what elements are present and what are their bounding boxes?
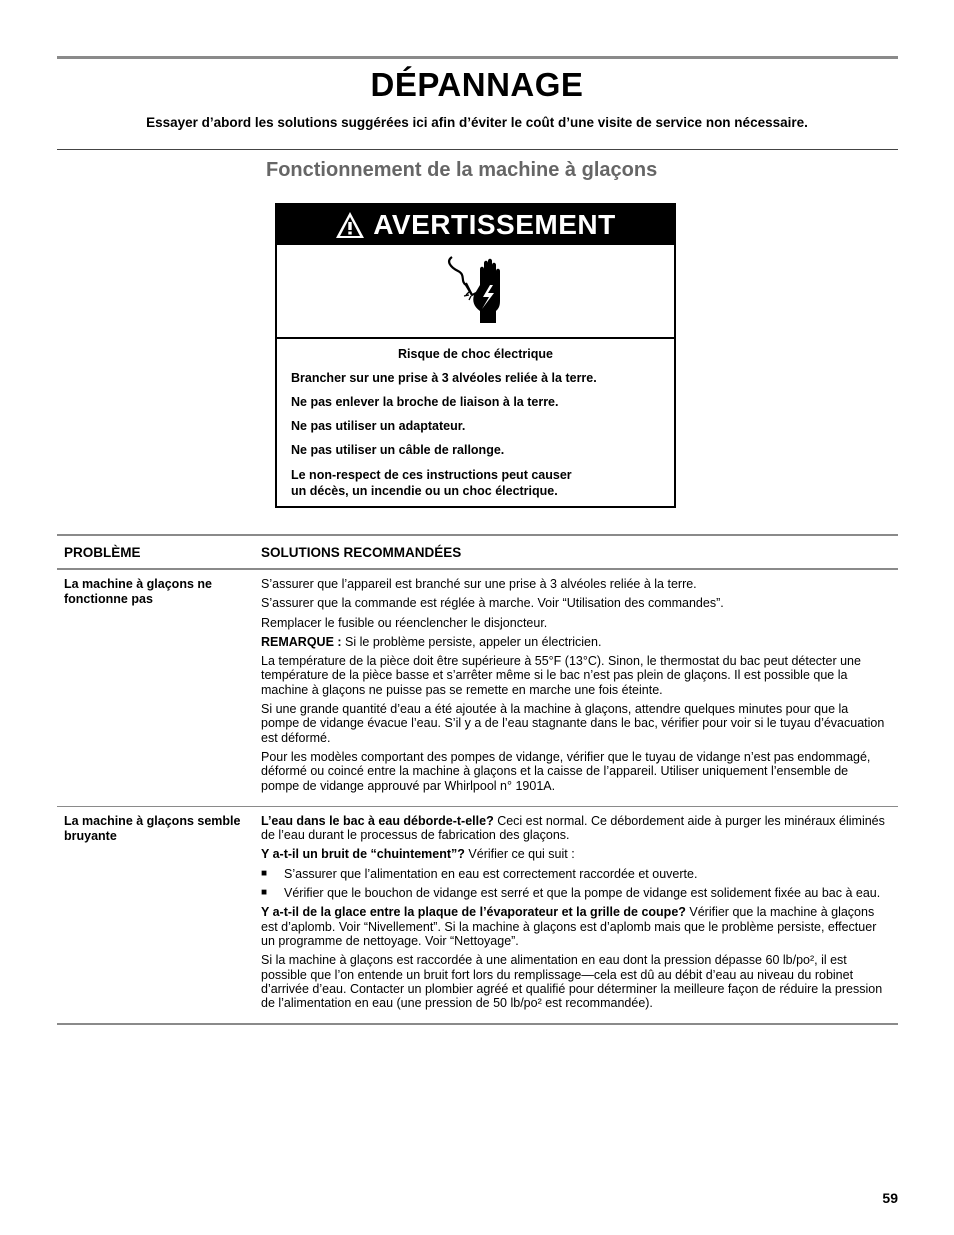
warning-header	[277, 205, 674, 245]
bullet-square-icon: ■	[261, 867, 268, 879]
consequence-line-2: un décès, un incendie ou un choc électrique.	[291, 484, 558, 498]
warning-consequence	[291, 467, 660, 499]
solution-answer: Vérifier ce qui suit :	[464, 847, 575, 862]
warning-triangle-icon	[335, 211, 365, 239]
solution-text: Si une grande quantité d’eau a été ajoutée à la machine à glaçons, attendre quelques minutes pour que la pompe de vidange évacue l’eau. S’il y a de l’eau stagnante dans le bac, vérifier pour voir si le tuyau d’évacuation est déformé.	[261, 702, 885, 745]
solution-text: Remplacer le fusible ou réenclencher le disjoncteur.	[261, 615, 548, 630]
consequence-line-1: Le non-respect de ces instructions peut causer	[291, 468, 572, 482]
table-row	[57, 807, 898, 1024]
solution-cell	[261, 577, 898, 798]
table-header	[57, 536, 898, 568]
bullet-text: S’assurer que l’alimentation en eau est correctement raccordée et ouverte.	[284, 866, 698, 881]
bullet-square-icon: ■	[261, 887, 268, 899]
warning-line: Ne pas enlever la broche de liaison à la terre.	[291, 395, 559, 409]
problem-cell: La machine à glaçons semble bruyante	[64, 813, 241, 843]
table-row	[57, 570, 898, 806]
solution-text: S’assurer que la commande est réglée à marche. Voir “Utilisation des commandes”.	[261, 596, 724, 611]
warning-body	[277, 339, 674, 499]
problem-cell: La machine à glaçons ne fonctionne pas	[64, 577, 212, 606]
note-text: Si le problème persiste, appeler un électricien.	[341, 634, 602, 649]
warning-box	[275, 203, 676, 508]
troubleshooting-table	[57, 534, 898, 1025]
solution-question: L’eau dans le bac à eau déborde-t-elle?	[261, 813, 494, 828]
table-bottom-rule	[57, 1023, 898, 1025]
page-number: 59	[882, 1190, 898, 1206]
solution-text: La température de la pièce doit être supérieure à 55°F (13°C). Sinon, le thermostat du bac peut détecter une température de la pièce basse et s’arrêter même si le bac n’est pas plein de glaçons. Il est possible que la machine à glaçons ne puisse pas se remette en marche une fois éteinte.	[261, 654, 861, 697]
bullet-text: Vérifier que le bouchon de vidange est serré et que la pompe de vidange est solidement fixée au bac à eau.	[284, 886, 881, 901]
section-rule	[57, 149, 898, 150]
warning-line: Brancher sur une prise à 3 alvéoles reliée à la terre.	[291, 371, 597, 385]
header-problem: PROBLÈME	[64, 544, 141, 560]
note-label: REMARQUE :	[261, 634, 342, 649]
solution-text: S’assurer que l’appareil est branché sur une prise à 3 alvéoles reliée à la terre.	[261, 577, 697, 591]
bullet-item	[261, 867, 888, 881]
solution-text: Si la machine à glaçons est raccordée à une alimentation en eau dont la pression dépasse 60 lb/po², il est possible que l’on entende un bruit fort lors du remplissage—cela est dû au débit d’eau au niveau du robinet d’arrivée d’eau. Contacter un plombier agréé et qualifié pour déterminer la meilleure façon de réduire la pression de l’alimentation en eau (une pression de 50 lb/po² est recommandée).	[261, 953, 883, 1011]
solution-text	[261, 905, 888, 948]
solution-question: Y a-t-il de la glace entre la plaque de l’évaporateur et la grille de coupe?	[261, 905, 686, 920]
solution-text: Pour les modèles comportant des pompes de vidange, vérifier que le tuyau de vidange n’est pas endommagé, déformé ou coincé entre la machine à glaçons et la caisse de l’appareil. Utiliser uniquement l’ensemble de pompe de vidange approuvé par Whirlpool n° 1901A.	[261, 749, 871, 793]
solution-text	[261, 847, 888, 861]
shock-icon-area	[277, 245, 674, 339]
solution-cell	[261, 814, 898, 1016]
warning-line: Ne pas utiliser un câble de rallonge.	[291, 443, 505, 457]
solution-question: Y a-t-il un bruit de “chuintement”?	[261, 847, 465, 862]
page-title: DÉPANNAGE	[370, 66, 584, 103]
risk-title: Risque de choc électrique	[398, 347, 553, 361]
warning-line: Ne pas utiliser un adaptateur.	[291, 419, 466, 433]
warning-title: AVERTISSEMENT	[373, 209, 616, 240]
solution-text	[261, 814, 888, 843]
solution-note	[261, 635, 888, 649]
intro-text: Essayer d’abord les solutions suggérées ici afin d’éviter le coût d’une visite de service non nécessaire.	[146, 115, 808, 130]
solution-answer: Vérifier que la machine à glaçons est d’aplomb. Voir “Nivellement”. Si la machine à glaçons est d’aplomb mais que le problème persiste, effectuer un programme de nettoyage. Voir “Nettoyage”.	[261, 905, 877, 948]
section-heading: Fonctionnement de la machine à glaçons	[266, 159, 658, 181]
solution-answer: Ceci est normal. Ce débordement aide à purger les minéraux éliminés de l’eau durant le processus de fabrication des glaçons.	[261, 813, 885, 843]
top-rule	[57, 56, 898, 59]
bullet-item	[261, 886, 888, 900]
header-solutions: SOLUTIONS RECOMMANDÉES	[261, 544, 462, 560]
electric-shock-hand-icon	[436, 251, 516, 331]
